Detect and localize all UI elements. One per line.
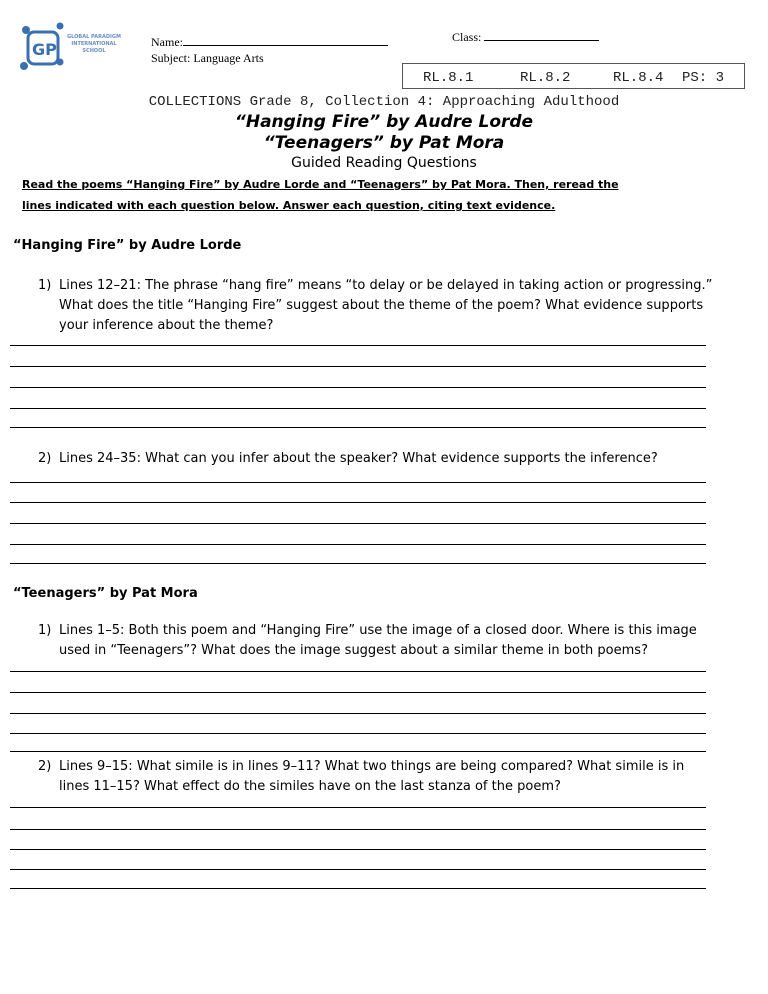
subject-label: Subject: Language Arts [151,51,264,65]
question [38,449,718,469]
answer-line[interactable] [10,482,706,483]
section-heading: “Hanging Fire” by Audre Lorde [13,238,242,253]
answer-line[interactable] [10,751,706,752]
answer-line[interactable] [10,713,706,714]
answer-line[interactable] [10,692,706,693]
answer-line[interactable] [10,387,706,388]
answer-line[interactable] [10,563,706,564]
poem-title-1: “Hanging Fire” by Audre Lorde [234,112,534,132]
answer-line[interactable] [10,849,706,850]
question-number: 2) [38,759,52,774]
question-text: Lines 24–35: What can you infer about the speaker? What evidence supports the inference? [59,451,658,466]
section-heading: “Teenagers” by Pat Mora [13,586,198,601]
name-field[interactable] [151,33,388,50]
question-number: 1) [38,623,52,638]
collection-title: COLLECTIONS Grade 8, Collection 4: Approaching Adulthood [148,94,620,110]
standard: RL.8.1 [423,70,474,86]
instructions-line: lines indicated with each question below. Answer each question, citing text evidence. [22,199,556,212]
answer-line[interactable] [10,807,706,808]
answer-line[interactable] [10,888,706,889]
logo-initials: GP [32,40,57,59]
class-label: Class: [452,30,482,44]
answer-line[interactable] [10,671,706,672]
logo-icon [20,22,64,74]
standards-box [402,63,745,89]
question [38,757,718,797]
question [38,621,718,661]
answer-line[interactable] [10,427,706,428]
class-field[interactable] [452,28,599,45]
question-text: Lines 9–15: What simile is in lines 9–11? What two things are being compared? What simile is in lines 11–15? What effect do the similes have on the last stanza of the poem? [59,759,685,794]
subtitle: Guided Reading Questions [291,155,477,171]
instructions-line: Read the poems “Hanging Fire” by Audre Lorde and “Teenagers” by Pat Mora. Then, reread the [22,178,619,191]
answer-line[interactable] [10,733,706,734]
question-number: 2) [38,451,52,466]
answer-line[interactable] [10,829,706,830]
answer-line[interactable] [10,523,706,524]
standard: RL.8.4 [613,70,664,86]
answer-line[interactable] [10,502,706,503]
standard: RL.8.2 [520,70,571,86]
answer-line[interactable] [10,544,706,545]
standard: PS: 3 [682,70,725,86]
answer-line[interactable] [10,408,706,409]
question-number: 1) [38,278,52,293]
question [38,276,718,336]
school-logo [20,22,140,74]
logo-text: GLOBAL PARADIGM INTERNATIONAL SCHOOL [67,34,121,54]
answer-line[interactable] [10,869,706,870]
poem-title-2: “Teenagers” by Pat Mora [263,133,505,153]
question-text: Lines 1–5: Both this poem and “Hanging Fire” use the image of a closed door. Where is this image used in “Teenagers”? What does the image suggest about a similar theme in both poems? [59,623,697,658]
answer-line[interactable] [10,366,706,367]
answer-line[interactable] [10,345,706,346]
question-text: Lines 12–21: The phrase “hang fire” means “to delay or be delayed in taking action or progressing.” What does the title “Hanging Fire” suggest about the theme of the poem? What evidence supports your inference about the theme? [59,278,713,333]
name-label: Name: [151,35,183,49]
